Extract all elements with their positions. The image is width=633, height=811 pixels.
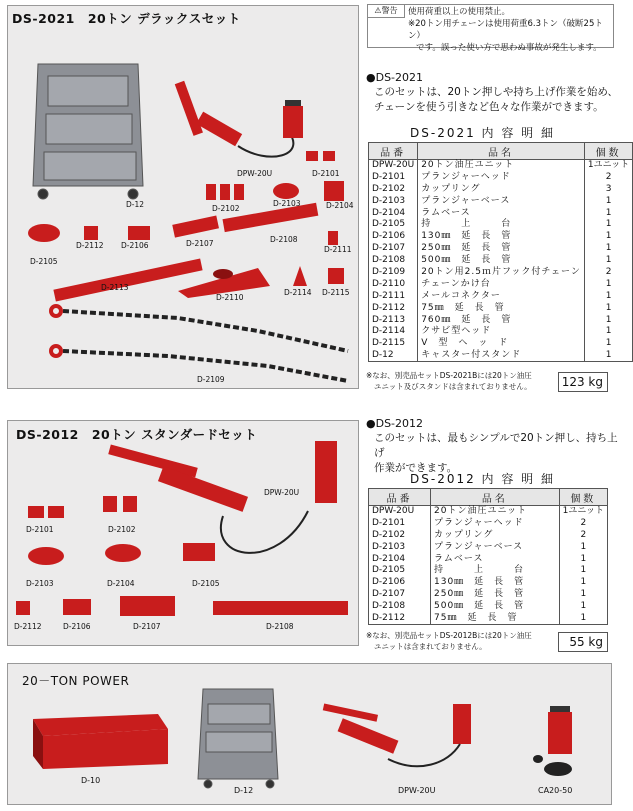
part-code-cell: D-2115: [369, 338, 418, 350]
part-code-cell: D-2103: [369, 195, 418, 207]
part-code-cell: D-2108: [369, 601, 431, 613]
part-code-cell: D-2110: [369, 278, 418, 290]
standard-parts-illustration: [8, 421, 360, 647]
part-name-cell: プランジャーヘッド: [418, 171, 585, 183]
table-row: [369, 565, 608, 577]
table-row: [369, 350, 633, 362]
part-name-cell: カップリング: [418, 183, 585, 195]
warning-icon: ⚠: [374, 6, 382, 15]
label-d2102: D-2102: [212, 204, 240, 213]
table-row: [369, 278, 633, 290]
chains-image: [51, 306, 348, 381]
table-row: [369, 517, 608, 529]
table-row: [369, 183, 633, 195]
part-name-cell: 760㎜ 延 長 管: [418, 314, 585, 326]
table-row: [369, 529, 608, 541]
label-d2115: D-2115: [322, 288, 350, 297]
part-name-cell: クサビ型ヘッド: [418, 326, 585, 338]
part-name-cell: チェーンかけ台: [418, 278, 585, 290]
deluxe-photo-panel: [7, 5, 359, 389]
label-d2109: D-2109: [197, 375, 225, 384]
quantity-cell: 1: [584, 231, 632, 243]
part-name-cell: プランジャーベース: [418, 195, 585, 207]
part-code-cell: D-2106: [369, 577, 431, 589]
quantity-cell: 1: [559, 601, 607, 613]
table-row: [369, 326, 633, 338]
label-d2108: D-2108: [270, 235, 298, 244]
part-name-cell: V 型 ヘ ッ ド: [418, 338, 585, 350]
quantity-cell: 2: [559, 529, 607, 541]
col-header-qty: 個数: [584, 143, 632, 160]
standard-photo-panel: [7, 420, 359, 646]
quantity-cell: 1: [584, 278, 632, 290]
table-row: [369, 207, 633, 219]
part-code-cell: D-2112: [369, 302, 418, 314]
part-name-cell: 500㎜ 延 長 管: [431, 601, 560, 613]
part-name-cell: 20トン油圧ユニット: [431, 506, 560, 518]
part-name-cell: 75㎜ 延 長 管: [431, 613, 560, 625]
standard-table-title: DS-2012 内 容 明 細: [410, 472, 555, 486]
part-code-cell: D-2105: [369, 219, 418, 231]
col-header-code: 品番: [369, 489, 431, 506]
part-name-cell: 持 上 台: [418, 219, 585, 231]
deluxe-description: このセットは、20トン押しや持ち上げ作業を始め、 チェーンを使う引きなど色々な作業ができます。: [374, 86, 618, 113]
quantity-cell: 1: [584, 207, 632, 219]
quantity-cell: 1: [584, 314, 632, 326]
warning-box: [367, 4, 614, 53]
part-code-cell: DPW-20U: [369, 160, 418, 172]
label-d2104: D-2104: [326, 201, 354, 210]
quantity-cell: 1: [559, 541, 607, 553]
stand-image: [33, 64, 143, 199]
part-name-cell: 250㎜ 延 長 管: [431, 589, 560, 601]
part-code-cell: D-2104: [369, 553, 431, 565]
table-row: [369, 506, 608, 518]
standard-panel-title: DS-2012 20トン スタンダードセット: [16, 427, 258, 442]
part-code-cell: D-2101: [369, 171, 418, 183]
deluxe-parts-illustration: [8, 6, 360, 390]
table-row: [369, 302, 633, 314]
part-name-cell: カップリング: [431, 529, 560, 541]
label-std-d2104: D-2104: [107, 579, 135, 588]
quantity-cell: 1: [584, 302, 632, 314]
label-std-d2108: D-2108: [266, 622, 294, 631]
part-code-cell: D-2113: [369, 314, 418, 326]
part-code-cell: D-2104: [369, 207, 418, 219]
label-d2114: D-2114: [284, 288, 312, 297]
label-dpw20u: DPW-20U: [237, 169, 273, 178]
standard-description: このセットは、最もシンプルで20トン押し、持ち上げ 作業ができます。: [374, 432, 618, 474]
table-row: [369, 219, 633, 231]
quantity-cell: 1: [559, 589, 607, 601]
part-name-cell: ラムベース: [431, 553, 560, 565]
pump-small-image: [323, 703, 471, 753]
warning-text: 使用荷重以上の使用禁止。 ※20トン用チェーンは使用荷重6.3トン（破断25トン） です。誤った使い方で思わぬ事故が発生します。: [408, 7, 603, 53]
warning-header: ⚠警告: [368, 5, 405, 18]
table-row: [369, 267, 633, 279]
col-header-qty: 個数: [559, 489, 607, 506]
part-code-cell: D-2112: [369, 613, 431, 625]
part-code-cell: D-2103: [369, 541, 431, 553]
table-row: [369, 171, 633, 183]
quantity-cell: 1: [559, 553, 607, 565]
quantity-cell: 1: [584, 243, 632, 255]
part-code-cell: D-2114: [369, 326, 418, 338]
part-code-cell: D-2106: [369, 231, 418, 243]
table-row: [369, 613, 608, 625]
part-code-cell: D-2108: [369, 255, 418, 267]
label-d2107: D-2107: [186, 239, 214, 248]
label-d12: D-12: [126, 200, 145, 209]
label-power-d12: D-12: [234, 786, 254, 795]
table-row: [369, 601, 608, 613]
part-code-cell: D-2107: [369, 243, 418, 255]
deluxe-table-title: DS-2021 内 容 明 細: [410, 126, 555, 140]
part-name-cell: 130㎜ 延 長 管: [418, 231, 585, 243]
label-std-d2105: D-2105: [192, 579, 220, 588]
label-d2101: D-2101: [312, 169, 340, 178]
quantity-cell: 1: [584, 350, 632, 362]
part-code-cell: D-2105: [369, 565, 431, 577]
part-name-cell: プランジャーヘッド: [431, 517, 560, 529]
deluxe-note: ※なお、別売品セットDS-2021Bには20トン油圧 ユニット及びスタンドは含まれておりません。: [366, 371, 532, 391]
part-code-cell: D-2102: [369, 183, 418, 195]
deluxe-section-title: ●DS-2021: [366, 71, 424, 84]
quantity-cell: 1ユニット: [559, 506, 607, 518]
label-std-d2107: D-2107: [133, 622, 161, 631]
table-row: [369, 314, 633, 326]
label-std-d2103: D-2103: [26, 579, 54, 588]
label-d2105: D-2105: [30, 257, 58, 266]
pump-image: [175, 81, 303, 157]
part-code-cell: D-2109: [369, 267, 418, 279]
table-row: [369, 195, 633, 207]
table-row: [369, 231, 633, 243]
part-name-cell: プランジャーベース: [431, 541, 560, 553]
part-name-cell: ラムベース: [418, 207, 585, 219]
label-d10: D-10: [81, 776, 101, 785]
label-std-d2112: D-2112: [14, 622, 42, 631]
quantity-cell: 1: [584, 195, 632, 207]
quantity-cell: 2: [559, 517, 607, 529]
part-name-cell: 500㎜ 延 長 管: [418, 255, 585, 267]
table-row: [369, 243, 633, 255]
quantity-cell: 1ユニット: [584, 160, 632, 172]
col-header-name: 品名: [418, 143, 585, 160]
quantity-cell: 1: [584, 255, 632, 267]
part-code-cell: D-2111: [369, 290, 418, 302]
stand-small-image: [198, 689, 278, 788]
label-d2112: D-2112: [76, 241, 104, 250]
standard-contents-table: [368, 488, 608, 625]
quantity-cell: 1: [584, 290, 632, 302]
table-row: [369, 541, 608, 553]
part-name-cell: 20トン用2.5ｍ片フック付チェーン: [418, 267, 585, 279]
standard-note: ※なお、別売品セットDS-2012Bには20トン油圧 ユニットは含まれておりません。: [366, 631, 532, 651]
quantity-cell: 1: [559, 577, 607, 589]
part-name-cell: 持 上 台: [431, 565, 560, 577]
part-name-cell: 250㎜ 延 長 管: [418, 243, 585, 255]
deluxe-contents-table: [368, 142, 633, 362]
label-std-d2101: D-2101: [26, 525, 54, 534]
part-code-cell: D-2102: [369, 529, 431, 541]
col-header-name: 品名: [431, 489, 560, 506]
label-std-d2102: D-2102: [108, 525, 136, 534]
ca20-image: [533, 706, 572, 776]
standard-section-title: ●DS-2012: [366, 417, 424, 430]
label-std-dpw20u: DPW-20U: [264, 488, 300, 497]
quantity-cell: 3: [584, 183, 632, 195]
label-d2113: D-2113: [101, 283, 129, 292]
part-name-cell: 130㎜ 延 長 管: [431, 577, 560, 589]
power-panel: [7, 663, 612, 805]
table-row: [369, 589, 608, 601]
toolbox-image: [33, 714, 168, 769]
part-name-cell: メールコネクター: [418, 290, 585, 302]
quantity-cell: 2: [584, 171, 632, 183]
deluxe-panel-title: DS-2021 20トン デラックスセット: [12, 11, 241, 26]
part-name-cell: 20トン油圧ユニット: [418, 160, 585, 172]
label-ca20-50: CA20-50: [538, 786, 573, 795]
table-row: [369, 577, 608, 589]
quantity-cell: 1: [584, 338, 632, 350]
quantity-cell: 1: [559, 565, 607, 577]
part-code-cell: D-2101: [369, 517, 431, 529]
part-code-cell: DPW-20U: [369, 506, 431, 518]
power-panel-title: 20－TON POWER: [22, 674, 130, 688]
table-row: [369, 338, 633, 350]
quantity-cell: 1: [559, 613, 607, 625]
label-d2110: D-2110: [216, 293, 244, 302]
table-row: [369, 290, 633, 302]
table-row: [369, 553, 608, 565]
col-header-code: 品番: [369, 143, 418, 160]
table-row: [369, 255, 633, 267]
table-row: [369, 160, 633, 172]
label-power-dpw20u: DPW-20U: [398, 786, 436, 795]
label-d2103: D-2103: [273, 199, 301, 208]
label-std-d2106: D-2106: [63, 622, 91, 631]
part-code-cell: D-12: [369, 350, 418, 362]
deluxe-weight: 123 kg: [558, 372, 608, 392]
part-name-cell: 75㎜ 延 長 管: [418, 302, 585, 314]
part-name-cell: キャスター付スタンド: [418, 350, 585, 362]
quantity-cell: 1: [584, 219, 632, 231]
standard-weight: 55 kg: [558, 632, 608, 652]
part-code-cell: D-2107: [369, 589, 431, 601]
label-d2111: D-2111: [324, 245, 352, 254]
label-d2106: D-2106: [121, 241, 149, 250]
quantity-cell: 2: [584, 267, 632, 279]
quantity-cell: 1: [584, 326, 632, 338]
